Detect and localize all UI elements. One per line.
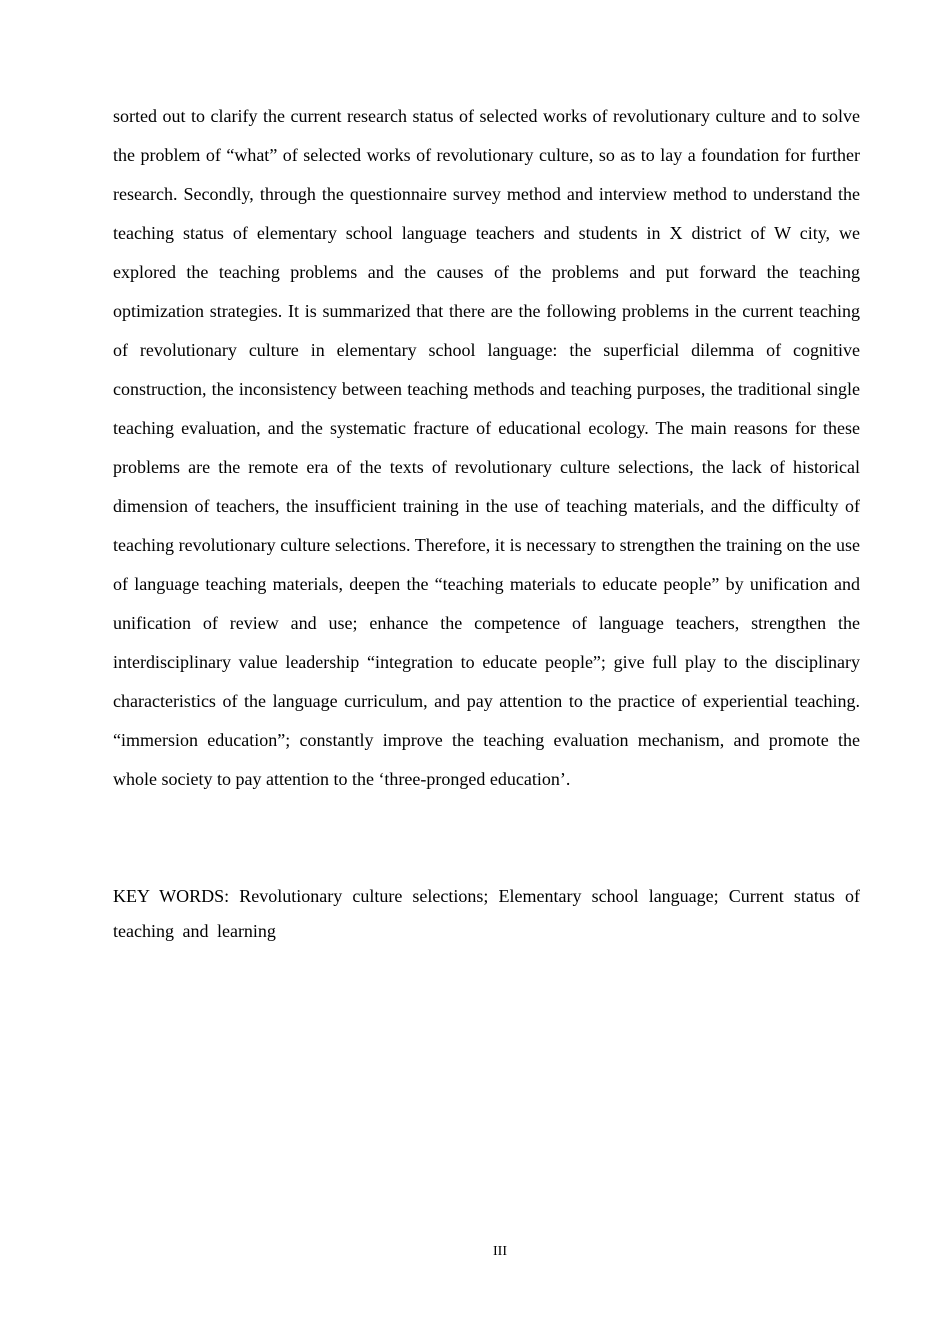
keywords-line: KEY WORDS: Revolutionary culture selections; Elementary school language; Current status of teaching and learning (113, 886, 860, 941)
abstract-paragraph: sorted out to clarify the current research status of selected works of revolutionary culture and to solve the problem of “what” of selected works of revolutionary culture, so as to lay a foundation for further research. Secondly, through the questionnaire survey method and interview method to understand the teaching status of elementary school language teachers and students in X district of W city, we explored the teaching problems and the causes of the problems and put forward the teaching optimization strategies. It is summarized that there are the following problems in the current teaching of revolutionary culture in elementary school language: the superficial dilemma of cognitive construction, the inconsistency between teaching methods and teaching purposes, the traditional single teaching evaluation, and the systematic fracture of educational ecology. The main reasons for these problems are the remote era of the texts of revolutionary culture selections, the lack of historical dimension of teachers, the insufficient training in the use of teaching materials, and the difficulty of teaching revolutionary culture selections. Therefore, it is necessary to strengthen the training on the use of language teaching materials, deepen the “teaching materials to educate people” by unification and unification of review and use; enhance the competence of language teachers, strengthen the interdisciplinary value leadership “integration to educate people”; give full play to the disciplinary characteristics of the language curriculum, and pay attention to the practice of experiential teaching. “immersion education”; constantly improve the teaching evaluation mechanism, and promote the whole society to pay attention to the ‘three-pronged education’. (113, 106, 860, 789)
page-number: III (493, 1244, 507, 1259)
